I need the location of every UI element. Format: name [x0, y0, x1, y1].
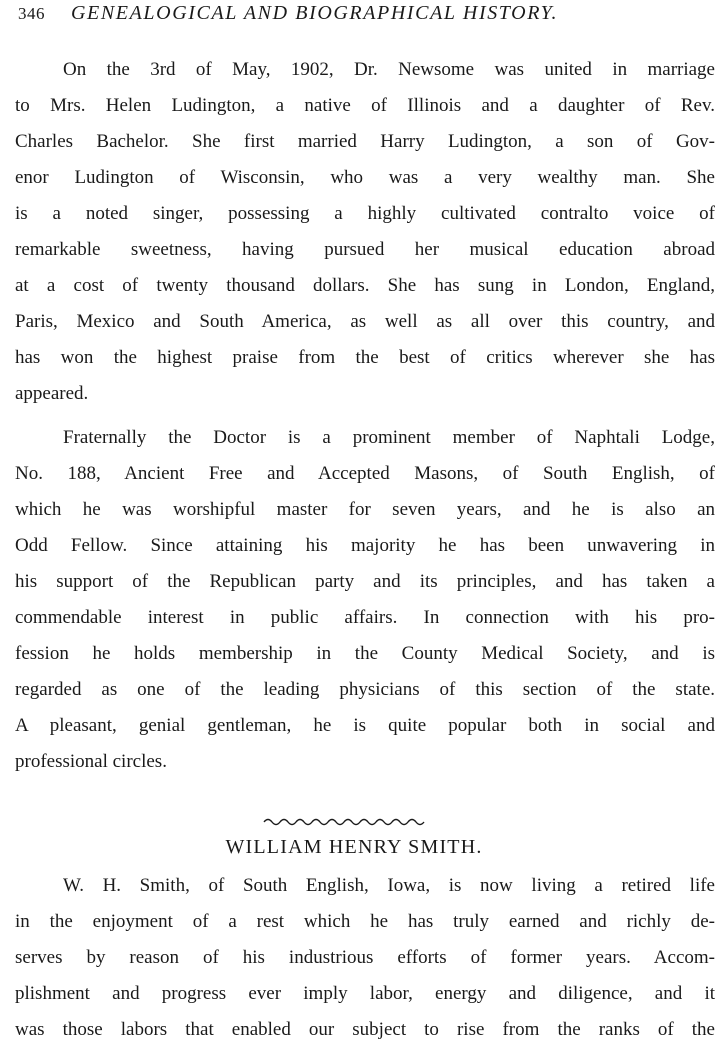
text-line: which he was worshipful master for seven years, and he is also an — [15, 499, 715, 520]
text-line: Paris, Mexico and South America, as well as all over this country, and — [15, 311, 715, 332]
text-line: plishment and progress ever imply labor, energy and diligence, and it — [15, 983, 715, 1004]
text-line: commendable interest in public affairs. In connection with his pro- — [15, 607, 715, 628]
text-line: enor Ludington of Wisconsin, who was a very wealthy man. She — [15, 167, 715, 188]
paragraph-fraternal-affiliations — [15, 420, 715, 780]
running-header — [18, 2, 668, 32]
text-line: Fraternally the Doctor is a prominent member of Naphtali Lodge, — [63, 427, 715, 448]
text-line: fession he holds membership in the County Medical Society, and is — [15, 643, 715, 664]
text-line: remarkable sweetness, having pursued her musical education abroad — [15, 239, 715, 260]
text-line: professional circles. — [15, 751, 167, 772]
text-line: to Mrs. Helen Ludington, a native of Illinois and a daughter of Rev. — [15, 95, 715, 116]
paragraph-smith-biography — [15, 868, 715, 1048]
paragraph-newsome-marriage — [15, 52, 715, 412]
text-line: has won the highest praise from the best of critics wherever she has — [15, 347, 715, 368]
text-line: was those labors that enabled our subject to rise from the ranks of the — [15, 1019, 715, 1040]
text-line: serves by reason of his industrious efforts of former years. Accom- — [15, 947, 715, 968]
text-line: at a cost of twenty thousand dollars. She has sung in London, England, — [15, 275, 715, 296]
page-number: 346 — [18, 4, 45, 23]
text-line: Charles Bachelor. She first married Harry Ludington, a son of Gov- — [15, 131, 715, 152]
text-line: is a noted singer, possessing a highly cultivated contralto voice of — [15, 203, 715, 224]
text-line: his support of the Republican party and its principles, and has taken a — [15, 571, 715, 592]
text-line: in the enjoyment of a rest which he has truly earned and richly de- — [15, 911, 715, 932]
text-line: W. H. Smith, of South English, Iowa, is now living a retired life — [63, 875, 715, 896]
wavy-divider — [262, 816, 428, 828]
text-line: regarded as one of the leading physicians of this section of the state. — [15, 679, 715, 700]
section-heading: WILLIAM HENRY SMITH. — [225, 836, 483, 858]
text-line: appeared. — [15, 383, 89, 404]
text-line: On the 3rd of May, 1902, Dr. Newsome was united in marriage — [63, 59, 715, 80]
running-title: GENEALOGICAL AND BIOGRAPHICAL HISTORY. — [71, 2, 559, 24]
text-line: No. 188, Ancient Free and Accepted Masons, of South English, of — [15, 463, 715, 484]
text-line: A pleasant, genial gentleman, he is quite popular both in social and — [15, 715, 715, 736]
text-line: Odd Fellow. Since attaining his majority he has been unwavering in — [15, 535, 715, 556]
